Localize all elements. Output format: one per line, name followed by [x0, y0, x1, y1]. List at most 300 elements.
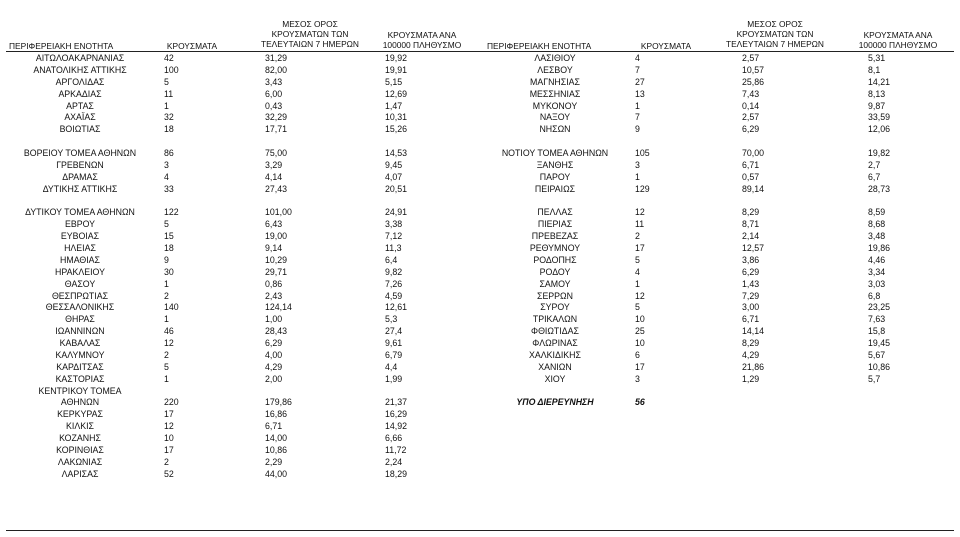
table-row: [480, 89, 960, 101]
per100k-cell: 8,59: [868, 207, 886, 218]
cases-cell: 1: [635, 100, 640, 111]
avg7-cell: 4,00: [265, 349, 283, 360]
region-name-cell: ΣΥΡΟΥ: [540, 302, 570, 313]
cases-cell: 105: [635, 148, 650, 158]
avg7-cell: 4,29: [265, 361, 283, 372]
per100k-cell: 3,48: [868, 231, 886, 242]
header-avg7-line2: ΚΡΟΥΣΜΑΤΩΝ ΤΩΝ: [736, 29, 814, 39]
header-divider: [6, 51, 954, 52]
avg7-cell: 12,57: [742, 243, 765, 253]
region-name-cell: ΠΕΙΡΑΙΩΣ: [534, 183, 576, 194]
avg7-cell: 89,14: [742, 183, 765, 194]
region-name-cell: ΣΕΡΡΩΝ: [537, 290, 573, 301]
cases-cell: 12: [164, 338, 174, 348]
cases-cell: 100: [164, 64, 179, 75]
region-name-cell: ΥΠΟ ΔΙΕΡΕΥΝΗΣΗ: [516, 397, 594, 408]
per100k-cell: 12,06: [868, 124, 891, 135]
region-name-cell: ΔΥΤΙΚΗΣ ΑΤΤΙΚΗΣ: [42, 183, 118, 194]
avg7-cell: 6,00: [265, 88, 283, 99]
per100k-cell: 23,25: [868, 302, 891, 313]
per100k-cell: 6,66: [385, 433, 403, 443]
table-row: [480, 386, 960, 398]
avg7-cell: 10,57: [742, 64, 765, 75]
cases-cell: 17: [635, 361, 645, 372]
cases-cell: 1: [164, 100, 169, 111]
per100k-cell: 19,92: [385, 53, 408, 63]
table-row: [0, 219, 480, 231]
per100k-cell: 6,8: [868, 290, 881, 301]
table-row: [480, 101, 960, 113]
per100k-cell: 21,37: [385, 397, 408, 408]
cases-cell: 15: [164, 231, 174, 242]
per100k-cell: 1,47: [385, 100, 403, 111]
table-row: [0, 196, 480, 208]
table-row: [480, 362, 960, 374]
cases-cell: 46: [164, 326, 174, 337]
region-name-cell: ΑΙΤΩΛΟΑΚΑΡΝΑΝΙΑΣ: [35, 53, 125, 63]
cases-cell: 25: [635, 326, 645, 337]
region-name-cell: ΓΡΕΒΕΝΩΝ: [56, 159, 104, 170]
avg7-cell: 82,00: [265, 64, 288, 75]
avg7-cell: 6,29: [742, 266, 760, 277]
cases-cell: 12: [635, 290, 645, 301]
avg7-cell: 44,00: [265, 468, 288, 479]
table-row: [480, 148, 960, 160]
region-name-cell: ΛΑΣΙΘΙΟΥ: [534, 53, 576, 63]
per100k-cell: 12,69: [385, 88, 408, 99]
cases-cell: 9: [164, 254, 169, 265]
avg7-cell: 2,57: [742, 53, 760, 63]
avg7-cell: 0,57: [742, 171, 760, 182]
avg7-cell: 2,43: [265, 290, 283, 301]
table-row: [0, 374, 480, 386]
table-row: [0, 302, 480, 314]
header-per100k-right: [843, 30, 953, 50]
per100k-cell: 4,59: [385, 290, 403, 301]
cases-cell: 5: [164, 76, 169, 87]
avg7-cell: 10,29: [265, 254, 288, 265]
cases-cell: 11: [164, 88, 174, 99]
region-name-cell: ΑΘΗΝΩΝ: [60, 397, 100, 408]
cases-cell: 17: [164, 409, 174, 420]
table-row: [0, 291, 480, 303]
cases-cell: 17: [635, 243, 645, 253]
per100k-cell: 10,31: [385, 112, 408, 123]
per100k-cell: 24,91: [385, 207, 408, 218]
table-row: [480, 374, 960, 386]
per100k-cell: 4,4: [385, 361, 398, 372]
avg7-cell: 6,29: [742, 124, 760, 135]
header-avg7-line1: ΜΕΣΟΣ ΟΡΟΣ: [747, 19, 803, 29]
per100k-cell: 19,82: [868, 148, 891, 158]
cases-cell: 52: [164, 468, 174, 479]
avg7-cell: 2,29: [265, 456, 283, 467]
per100k-cell: 8,68: [868, 219, 886, 230]
table-row: [0, 350, 480, 362]
region-name-cell: ΛΑΡΙΣΑΣ: [61, 468, 99, 479]
table-row: [480, 160, 960, 172]
per100k-cell: 7,12: [385, 231, 403, 242]
avg7-cell: 6,43: [265, 219, 283, 230]
per100k-cell: 9,61: [385, 338, 403, 348]
table-row: [0, 207, 480, 219]
table-row: [480, 397, 960, 409]
header-cases-left: ΚΡΟΥΣΜΑΤΑ: [166, 41, 218, 51]
avg7-cell: 28,43: [265, 326, 288, 337]
region-name-cell: ΚΟΖΑΝΗΣ: [59, 433, 101, 443]
header-per100k-line1: ΚΡΟΥΣΜΑΤΑ ΑΝΑ: [863, 30, 933, 40]
per100k-cell: 20,51: [385, 183, 408, 194]
region-name-cell: ΧΑΛΚΙΔΙΚΗΣ: [529, 349, 581, 360]
region-name-cell: ΚΕΡΚΥΡΑΣ: [57, 409, 103, 420]
avg7-cell: 29,71: [265, 266, 288, 277]
per100k-cell: 2,7: [868, 159, 881, 170]
table-row: [480, 267, 960, 279]
avg7-cell: 2,14: [742, 231, 760, 242]
region-name-cell: ΘΑΣΟΥ: [64, 278, 96, 289]
cases-cell: 2: [164, 290, 169, 301]
per100k-cell: 8,1: [868, 64, 881, 75]
per100k-cell: 14,92: [385, 421, 408, 432]
cases-cell: 7: [635, 112, 640, 123]
per100k-cell: 5,67: [868, 349, 886, 360]
avg7-cell: 32,29: [265, 112, 288, 123]
per100k-cell: 15,8: [868, 326, 886, 337]
avg7-cell: 124,14: [265, 302, 292, 313]
region-name-cell: ΚΑΒΑΛΑΣ: [59, 338, 101, 348]
region-name-cell: ΔΥΤΙΚΟΥ ΤΟΜΕΑ ΑΘΗΝΩΝ: [25, 207, 135, 218]
header-region-left: ΠΕΡΙΦΕΡΕΙΑΚΗ ΕΝΟΤΗΤΑ: [9, 41, 114, 51]
cases-cell: 5: [635, 254, 640, 265]
per100k-cell: 14,21: [868, 76, 891, 87]
region-name-cell: ΝΟΤΙΟΥ ΤΟΜΕΑ ΑΘΗΝΩΝ: [501, 148, 609, 158]
cases-cell: 3: [635, 159, 640, 170]
region-name-cell: ΒΟΙΩΤΙΑΣ: [59, 124, 101, 135]
cases-cell: 18: [164, 124, 174, 135]
avg7-cell: 3,29: [265, 159, 283, 170]
table-row: [0, 136, 480, 148]
per100k-cell: 9,87: [868, 100, 886, 111]
region-name-cell: ΘΗΡΑΣ: [65, 314, 95, 325]
region-name-cell: ΕΒΡΟΥ: [64, 219, 96, 230]
per100k-cell: 19,86: [868, 243, 891, 253]
region-name-cell: ΦΛΩΡΙΝΑΣ: [532, 338, 578, 348]
avg7-cell: 6,29: [265, 338, 283, 348]
region-name-cell: ΡΕΘΥΜΝΟΥ: [529, 243, 581, 253]
avg7-cell: 25,86: [742, 76, 765, 87]
table-row: [0, 112, 480, 124]
table-row: [0, 433, 480, 445]
region-name-cell: ΚΟΡΙΝΘΙΑΣ: [56, 444, 104, 455]
avg7-cell: 3,43: [265, 76, 283, 87]
per100k-cell: 16,29: [385, 409, 408, 420]
cases-cell: 4: [635, 53, 640, 63]
region-name-cell: ΜΑΓΝΗΣΙΑΣ: [530, 76, 580, 87]
region-name-cell: ΗΜΑΘΙΑΣ: [60, 254, 100, 265]
region-name-cell: ΠΑΡΟΥ: [539, 171, 571, 182]
avg7-cell: 7,29: [742, 290, 760, 301]
table-row: [0, 89, 480, 101]
avg7-cell: 14,14: [742, 326, 765, 337]
avg7-cell: 16,86: [265, 409, 288, 420]
table-row: [480, 53, 960, 65]
cases-cell: 12: [635, 207, 645, 218]
avg7-cell: 6,71: [265, 421, 283, 432]
cases-cell: 86: [164, 148, 174, 158]
region-name-cell: ΠΕΛΛΑΣ: [537, 207, 573, 218]
per100k-cell: 11,3: [385, 243, 402, 253]
avg7-cell: 75,00: [265, 148, 288, 158]
per100k-cell: 3,34: [868, 266, 886, 277]
table-row: [480, 77, 960, 89]
header-cases-right: ΚΡΟΥΣΜΑΤΑ: [640, 41, 692, 51]
avg7-cell: 70,00: [742, 148, 765, 158]
per100k-cell: 3,38: [385, 219, 403, 230]
region-name-cell: ΝΗΣΩΝ: [539, 124, 571, 135]
per100k-cell: 10,86: [868, 361, 891, 372]
cases-cell: 13: [635, 88, 645, 99]
header-per100k-line2: 100000 ΠΛΗΘΥΣΜΟ: [382, 40, 462, 50]
cases-cell: 32: [164, 112, 174, 123]
per100k-cell: 11,72: [385, 444, 407, 455]
avg7-cell: 0,14: [742, 100, 760, 111]
cases-cell: 18: [164, 243, 174, 253]
cases-cell: 11: [635, 219, 645, 230]
cases-cell: 2: [164, 349, 169, 360]
region-name-cell: ΚΑΛΥΜΝΟΥ: [55, 349, 105, 360]
table-row: [0, 279, 480, 291]
region-name-cell: ΜΥΚΟΝΟΥ: [532, 100, 578, 111]
region-name-cell: ΞΑΝΘΗΣ: [536, 159, 574, 170]
table-row: [480, 219, 960, 231]
table-row: [480, 172, 960, 184]
header-region-right: ΠΕΡΙΦΕΡΕΙΑΚΗ ΕΝΟΤΗΤΑ: [487, 41, 592, 51]
region-name-cell: ΑΡΤΑΣ: [66, 100, 94, 111]
region-name-cell: ΑΝΑΤΟΛΙΚΗΣ ΑΤΤΙΚΗΣ: [33, 64, 127, 75]
avg7-cell: 27,43: [265, 183, 288, 194]
avg7-cell: 21,86: [742, 361, 765, 372]
avg7-cell: 17,71: [265, 124, 288, 135]
table-row: [0, 53, 480, 65]
cases-cell: 140: [164, 302, 179, 313]
table-row: [0, 184, 480, 196]
cases-cell: 122: [164, 207, 179, 218]
header-avg7-line3: ΤΕΛΕΥΤΑΙΩΝ 7 ΗΜΕΡΩΝ: [725, 39, 824, 49]
table-row: [480, 231, 960, 243]
avg7-cell: 1,43: [742, 278, 760, 289]
avg7-cell: 179,86: [265, 397, 292, 408]
table-row: [0, 231, 480, 243]
region-name-cell: ΑΡΚΑΔΙΑΣ: [58, 88, 102, 99]
per100k-cell: 1,99: [385, 373, 403, 384]
table-row: [0, 267, 480, 279]
table-row: [480, 326, 960, 338]
cases-cell: 2: [635, 231, 640, 242]
avg7-cell: 19,00: [265, 231, 288, 242]
cases-cell: 1: [164, 278, 169, 289]
per100k-cell: 5,7: [868, 373, 881, 384]
cases-cell: 5: [635, 302, 640, 313]
per100k-cell: 4,46: [868, 254, 886, 265]
per100k-cell: 12,61: [385, 302, 408, 313]
table-row: [0, 421, 480, 433]
table-row: [0, 409, 480, 421]
table-row: [480, 255, 960, 267]
avg7-cell: 101,00: [265, 207, 292, 218]
region-name-cell: ΕΥΒΟΙΑΣ: [60, 231, 100, 242]
avg7-cell: 0,86: [265, 278, 283, 289]
cases-cell: 17: [164, 444, 174, 455]
region-name-cell: ΘΕΣΠΡΩΤΙΑΣ: [51, 290, 109, 301]
header-per100k-line2: 100000 ΠΛΗΘΥΣΜΟ: [858, 40, 938, 50]
cases-cell: 1: [164, 373, 169, 384]
table-row: [480, 243, 960, 255]
avg7-cell: 4,29: [742, 349, 760, 360]
table-row: [480, 207, 960, 219]
cases-cell: 12: [164, 421, 174, 432]
table-row: [0, 362, 480, 374]
table-row: [0, 65, 480, 77]
table-row: [0, 445, 480, 457]
table-row: [0, 457, 480, 469]
avg7-cell: 7,43: [742, 88, 760, 99]
cases-cell: 42: [164, 53, 174, 63]
left-table-block: [0, 53, 480, 481]
per100k-cell: 4,07: [385, 171, 403, 182]
avg7-cell: 6,71: [742, 314, 760, 325]
region-name-cell: ΛΕΣΒΟΥ: [537, 64, 573, 75]
cases-cell: 7: [635, 64, 640, 75]
per100k-cell: 3,03: [868, 278, 886, 289]
cases-cell: 30: [164, 266, 174, 277]
table-row: [480, 136, 960, 148]
table-row: [0, 101, 480, 113]
table-row: [0, 255, 480, 267]
cases-cell: 4: [635, 266, 640, 277]
region-name-cell: ΘΕΣΣΑΛΟΝΙΚΗΣ: [45, 302, 115, 313]
region-name-cell: ΔΡΑΜΑΣ: [62, 171, 98, 182]
region-name-cell: ΛΑΚΩΝΙΑΣ: [57, 456, 103, 467]
per100k-cell: 14,53: [385, 148, 408, 158]
cases-cell: 10: [635, 314, 645, 325]
region-name-cell: ΣΑΜΟΥ: [539, 278, 571, 289]
table-row: [0, 160, 480, 172]
region-name-cell: ΚΕΝΤΡΙΚΟΥ ΤΟΜΕΑ: [38, 385, 122, 396]
per100k-cell: 7,26: [385, 278, 403, 289]
table-row: [480, 314, 960, 326]
cases-cell: 5: [164, 219, 169, 230]
header-avg7-line1: ΜΕΣΟΣ ΟΡΟΣ: [282, 19, 338, 29]
region-name-cell: ΑΧΑΪΑΣ: [64, 112, 96, 123]
table-row: [0, 338, 480, 350]
table-row: [0, 326, 480, 338]
table-row: [480, 338, 960, 350]
per100k-cell: 28,73: [868, 183, 891, 194]
cases-cell: 220: [164, 397, 179, 408]
avg7-cell: 8,29: [742, 207, 760, 218]
table-row: [480, 196, 960, 208]
cases-cell: 27: [635, 76, 645, 87]
per100k-cell: 6,4: [385, 254, 398, 265]
per100k-cell: 9,82: [385, 266, 403, 277]
table-row: [0, 314, 480, 326]
cases-cell: 4: [164, 171, 169, 182]
per100k-cell: 8,13: [868, 88, 886, 99]
per100k-cell: 19,45: [868, 338, 891, 348]
table-row: [480, 184, 960, 196]
region-name-cell: ΠΙΕΡΙΑΣ: [537, 219, 573, 230]
table-row: [0, 386, 480, 398]
table-row: [0, 397, 480, 409]
table-row: [480, 65, 960, 77]
header-per100k-line1: ΚΡΟΥΣΜΑΤΑ ΑΝΑ: [387, 30, 457, 40]
region-name-cell: ΚΑΡΔΙΤΣΑΣ: [56, 361, 104, 372]
region-name-cell: ΜΕΣΣΗΝΙΑΣ: [529, 88, 581, 99]
cases-cell: 1: [635, 171, 640, 182]
cases-cell: 6: [635, 349, 640, 360]
cases-cell: 1: [635, 278, 640, 289]
avg7-cell: 3,86: [742, 254, 760, 265]
table-row: [480, 279, 960, 291]
cases-cell: 2: [164, 456, 169, 467]
avg7-cell: 2,57: [742, 112, 760, 123]
cases-cell: 3: [164, 159, 169, 170]
table-row: [480, 112, 960, 124]
per100k-cell: 7,63: [868, 314, 886, 325]
cases-cell: 33: [164, 183, 174, 194]
region-name-cell: ΑΡΓΟΛΙΔΑΣ: [55, 76, 105, 87]
per100k-cell: 18,29: [385, 468, 408, 479]
avg7-cell: 0,43: [265, 100, 283, 111]
region-name-cell: ΚΙΛΚΙΣ: [66, 421, 94, 432]
table-row: [480, 291, 960, 303]
table-row: [0, 77, 480, 89]
cases-cell: 3: [635, 373, 640, 384]
cases-cell: 56: [635, 397, 645, 408]
region-name-cell: ΒΟΡΕΙΟΥ ΤΟΜΕΑ ΑΘΗΝΩΝ: [23, 148, 137, 158]
avg7-cell: 8,29: [742, 338, 760, 348]
cases-cell: 10: [164, 433, 174, 443]
table-row: [0, 148, 480, 160]
table-row: [480, 124, 960, 136]
per100k-cell: 19,91: [385, 64, 408, 75]
avg7-cell: 10,86: [265, 444, 288, 455]
cases-cell: 5: [164, 361, 169, 372]
region-name-cell: ΦΘΙΩΤΙΔΑΣ: [531, 326, 579, 337]
per100k-cell: 6,79: [385, 349, 403, 360]
per100k-cell: 27,4: [385, 326, 403, 337]
per100k-cell: 5,31: [868, 53, 886, 63]
table-row: [480, 350, 960, 362]
table-row: [480, 302, 960, 314]
avg7-cell: 1,29: [742, 373, 760, 384]
header-avg7-line2: ΚΡΟΥΣΜΑΤΩΝ ΤΩΝ: [271, 29, 349, 39]
avg7-cell: 3,00: [742, 302, 760, 313]
avg7-cell: 6,71: [742, 159, 760, 170]
avg7-cell: 9,14: [265, 243, 283, 253]
cases-cell: 9: [635, 124, 640, 135]
header-avg7-right: [720, 19, 830, 49]
avg7-cell: 31,29: [265, 53, 288, 63]
region-name-cell: ΧΑΝΙΩΝ: [538, 361, 572, 372]
region-name-cell: ΗΡΑΚΛΕΙΟΥ: [55, 266, 105, 277]
per100k-cell: 33,59: [868, 112, 891, 123]
header-avg7-line3: ΤΕΛΕΥΤΑΙΩΝ 7 ΗΜΕΡΩΝ: [260, 39, 359, 49]
region-name-cell: ΚΑΣΤΟΡΙΑΣ: [55, 373, 105, 384]
avg7-cell: 1,00: [265, 314, 283, 325]
region-name-cell: ΡΟΔΟΥ: [539, 266, 571, 277]
cases-cell: 129: [635, 183, 650, 194]
